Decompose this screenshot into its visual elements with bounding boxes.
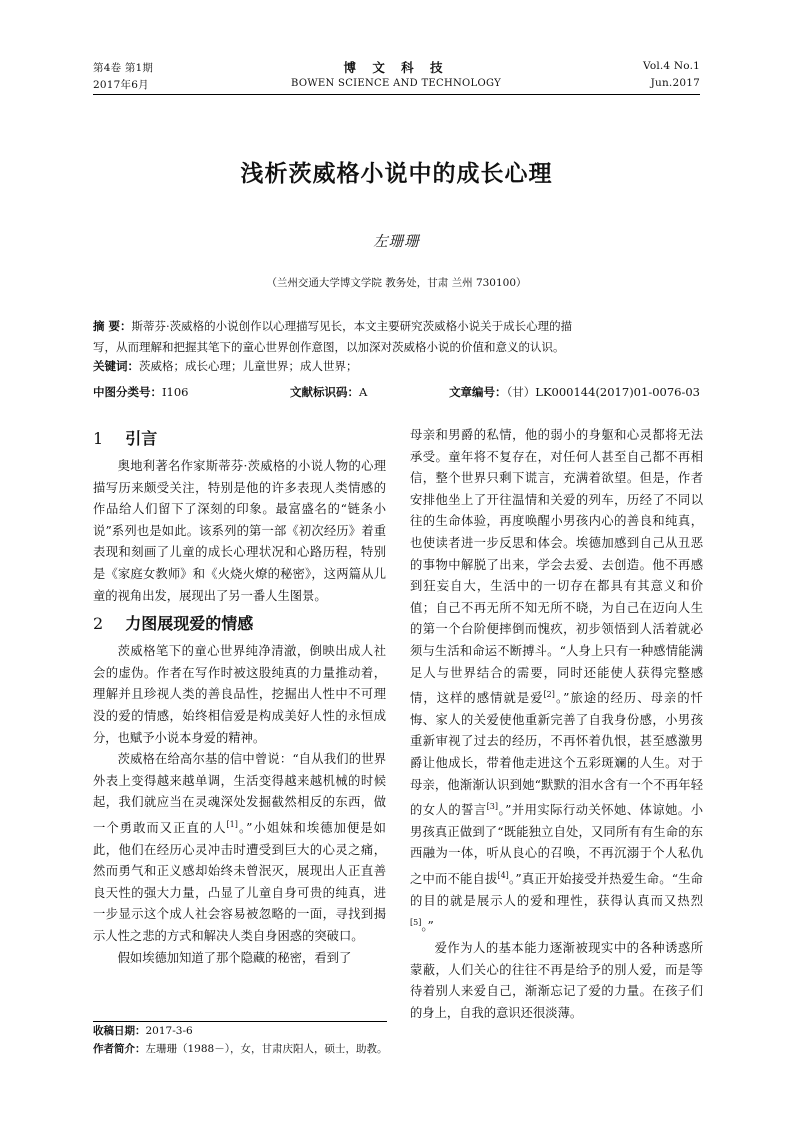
journal-volume: Vol.4 No.1 xyxy=(643,60,700,72)
author-bio xyxy=(93,1041,387,1058)
article-title: 浅析茨威格小说中的成长心理 xyxy=(240,160,553,187)
abstract-text-1: 斯蒂芬·茨威格的小说创作以心理描写见长，本文主要研究茨威格小说关于成长心理的描 xyxy=(131,319,573,333)
header-rule xyxy=(93,94,700,95)
abstract-line-1 xyxy=(93,317,700,336)
section-number: 1 xyxy=(93,429,104,448)
doc-value: A xyxy=(359,385,368,399)
keywords-label: 关键词： xyxy=(93,359,139,373)
paragraph: 奥地利著名作家斯蒂芬·茨威格的小说人物的心理描写历来颇受关注，特别是他的许多表现人类情感的作品给人们留下了深刻的印象。最富盛名的“链条小说”系列也是如此。该系列的第一部《初次经历》着重表现和刻画了儿童的成长心理状况和心路历程，特别是《家庭女教师》和《火烧火燎的秘密》，这两篇从儿童的视角出发，展现出了另一番人生图景。 xyxy=(93,459,386,603)
paragraph-text: 。” xyxy=(421,919,434,934)
right-column xyxy=(410,425,703,1024)
paragraph-text: 母亲和男爵的私情，他的弱小的身躯和心灵都将无法承受。童年将不复存在，对任何人甚至自己都不再相信，整个世界只剩下谎言，充满着欲望。但是，作者安排他坐上了开往温情和关爱的列车，历经了不同以往的生命体验，再度唤醒小男孩内心的善良和纯真，也使读者进一步反思和体会。埃德加感到自己从丑恶的事物中解脱了出来，学会去爱、去创造。他不再感到狂妄自大，生活中的一切存在都具有其意义和价值；自己不再无所不知无所不晓，为自己在迈向人生的第一个台阶便摔倒而愧疚，初步领悟到人活着就必须与生活和命运不断搏斗。“人身上只有一种感情能满足人与世界结合的需要，同时还能使人获得完整感情，这样的感情就是爱 xyxy=(410,428,703,706)
paragraph-text: 。”小姐妹和埃德加便是如此，他们在经历心灵冲击时遭受到巨大的心灵之痛，然而勇气和正义感却始终未曾泯灭，展现出人正直善良天性的强大力量，凸显了儿童自身可贵的纯真，进一步显示这个成人社会容易被忽略的一面，寻找到揭示人性之悲的方式和解决人类自身困惑的突破口。 xyxy=(93,821,386,943)
document-code xyxy=(290,384,367,400)
journal-name: 博 文 科 技 xyxy=(343,60,449,75)
article-number-label: 文章编号： xyxy=(449,385,507,399)
paragraph: 爱作为人的基本能力逐渐被现实中的各种诱惑所蒙蔽，人们关心的往往不再是给予的別人爱，而是等待着别人来爱自己，渐渐忘记了爱的力量。在孩子们的身上，自我的意识还很淡薄。 xyxy=(410,941,703,1020)
article-number-value: （甘）LK000144(2017)01-0076-03 xyxy=(506,385,700,399)
section-number: 2 xyxy=(93,614,104,634)
received-label: 收稿日期： xyxy=(93,1025,146,1037)
section-heading-2 xyxy=(93,613,386,635)
author-affiliation: （兰州交通大学博文学院 教务处，甘肃 兰州 730100） xyxy=(266,277,527,289)
abstract-line-2 xyxy=(93,338,700,357)
journal-name-english: BOWEN SCIENCE AND TECHNOLOGY xyxy=(291,78,501,89)
paragraph-text: 。”真正开始接受并热爱生命。“生命的目的就是展示人的爱和理性，获得认真而又热烈 xyxy=(410,872,703,908)
section-heading-1 xyxy=(93,428,386,450)
abstract-label: 摘 要： xyxy=(93,319,132,333)
article-number xyxy=(449,384,700,400)
citation-ref: [5] xyxy=(410,918,422,928)
citation-ref: [4] xyxy=(497,871,509,881)
paragraph-text: 茨威格在给高尔基的信中曾说：“自从我们的世界外表上变得越来越单调，生活变得越来越机械的时候起，我们就应当在灵魂深处发掘截然相反的东西，做一个勇敢而又正直的人 xyxy=(93,752,386,835)
clc-number xyxy=(93,384,189,400)
footnote-rule xyxy=(93,1021,387,1022)
keywords xyxy=(93,357,700,376)
section-title: 力图展现爱的情感 xyxy=(125,614,254,634)
bio-label: 作者简介： xyxy=(93,1043,146,1055)
abstract-text-2: 写，从而理解和把握其笔下的童心世界创作意图，以加深对茨威格小说的价值和意义的认识。 xyxy=(93,340,565,354)
received-value: 2017-3-6 xyxy=(145,1025,193,1037)
article-author: 左珊珊 xyxy=(373,234,420,250)
section-title: 引言 xyxy=(125,429,158,448)
clc-label: 中图分类号： xyxy=(93,385,162,399)
citation-ref: [3] xyxy=(486,802,498,812)
doc-label: 文献标识码： xyxy=(290,385,359,399)
citation-ref: [1] xyxy=(226,819,238,829)
paragraph-text: 。”旅途的经历、母亲的忏悔、家人的关爱使他重新完善了自我身份感，小男孩重新审视了过去的经历，不再怀着仇恨，甚至感激男爵让他成长，带着他走进这个五彩斑斓的人生。对于母亲，他渐渐认识到她“默默的泪水含有一个不再年轻的女人的誓言 xyxy=(410,691,703,818)
journal-month: Jun.2017 xyxy=(650,77,700,89)
journal-issue: 第4卷 第1期 xyxy=(93,62,154,74)
paragraph-text: 。”并用实际行动关怀她、体谅她。小男孩真正做到了“既能独立自处，又同所有有生命的东西融为一体，听从良心的召唤，不再沉溺于个人私仇之中而不能自拔 xyxy=(410,803,703,887)
citation-ref: [2] xyxy=(543,690,555,700)
bio-value: 左珊珊（1988－），女，甘肃庆阳人，硕士，助教。 xyxy=(145,1043,388,1055)
keywords-text: 茨威格；成长心理；儿童世界；成人世界； xyxy=(139,359,358,373)
paragraph xyxy=(410,425,703,938)
journal-date: 2017年6月 xyxy=(93,79,149,91)
paragraph xyxy=(93,749,386,947)
paragraph: 假如埃德加知道了那个隐藏的秘密，看到了 xyxy=(117,950,352,965)
received-date xyxy=(93,1023,193,1040)
paragraph: 茨威格笔下的童心世界纯净清澈，倒映出成人社会的虚伪。作者在写作时被这股纯真的力量推动着，理解并且珍视人类的善良品性，挖掘出人性中不可理没的爱的情感，始终相信爱是构成美好人性的永恒成分，也赋予小说本身爱的精神。 xyxy=(93,644,386,745)
left-column xyxy=(93,428,386,969)
clc-value: I106 xyxy=(162,385,189,399)
